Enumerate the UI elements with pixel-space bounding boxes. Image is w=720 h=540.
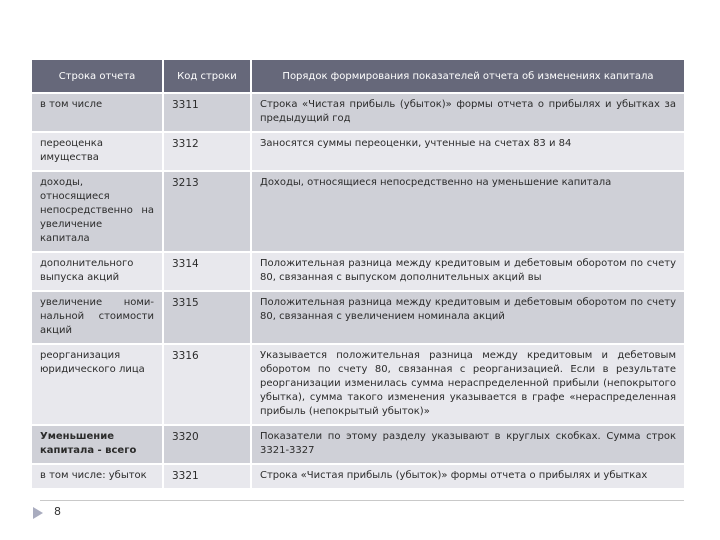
header-report-line: Строка отчета — [32, 60, 163, 93]
row-description: Заносятся суммы переоценки, учтенные на счетах 83 и 84 — [251, 132, 684, 171]
table-row — [32, 252, 684, 291]
row-description: Указывается положительная разница между кредитовым и дебетовым оборотом по счету 80, связанная с реорганизацией. Если в результате реорганизации изменилась сумма нераспределенной прибыли (непокрытого убытка), сумма такого изменения указывается в графе «нераспределенная прибыль (непокрытый убыток)» — [251, 344, 684, 425]
header-line-code: Код строки — [163, 60, 251, 93]
row-description: Положительная разница между кредитовым и дебетовым оборотом по счету 80, связанная с выпуском дополнительных акций вы — [251, 252, 684, 291]
row-code: 3312 — [163, 132, 251, 171]
footer-divider — [40, 500, 684, 501]
table-header-row — [32, 60, 684, 93]
row-code: 3316 — [163, 344, 251, 425]
row-description: Строка «Чистая прибыль (убыток)» формы отчета о прибылях и убытках — [251, 464, 684, 488]
slide-marker-icon — [32, 505, 44, 524]
row-code: 3314 — [163, 252, 251, 291]
row-name: переоценка имущества — [32, 132, 163, 171]
table-row — [32, 344, 684, 425]
row-name: в том числе — [32, 93, 163, 132]
row-name: увеличение номи-нальной стоимости акций — [32, 291, 163, 344]
capital-changes-table — [32, 60, 684, 488]
row-code: 3315 — [163, 291, 251, 344]
header-formation-order: Порядок формирования показателей отчета об изменениях капитала — [251, 60, 684, 93]
table-row — [32, 171, 684, 252]
row-description: Строка «Чистая прибыль (убыток)» формы отчета о прибылях и убытках за предыдущий год — [251, 93, 684, 132]
row-description: Положительная разница между кредитовым и дебетовым оборотом по счету 80, связанная с увеличением номинала акций — [251, 291, 684, 344]
row-description: Доходы, относящиеся непосредственно на уменьшение капитала — [251, 171, 684, 252]
table-row — [32, 464, 684, 488]
report-table-container — [32, 60, 684, 488]
table-row — [32, 291, 684, 344]
table-row — [32, 93, 684, 132]
row-code: 3321 — [163, 464, 251, 488]
row-description: Показатели по этому разделу указывают в круглых скобках. Сумма строк 3321-3327 — [251, 425, 684, 464]
table-row — [32, 425, 684, 464]
page-number: 8 — [54, 505, 61, 518]
row-code: 3213 — [163, 171, 251, 252]
table-row — [32, 132, 684, 171]
row-name: реорганизация юридического лица — [32, 344, 163, 425]
row-name: дополнительного выпуска акций — [32, 252, 163, 291]
row-code: 3311 — [163, 93, 251, 132]
row-name: Уменьшение капитала - всего — [32, 425, 163, 464]
row-code: 3320 — [163, 425, 251, 464]
row-name: в том числе: убыток — [32, 464, 163, 488]
row-name: доходы, относящиеся непосредственно на увеличение капитала — [32, 171, 163, 252]
